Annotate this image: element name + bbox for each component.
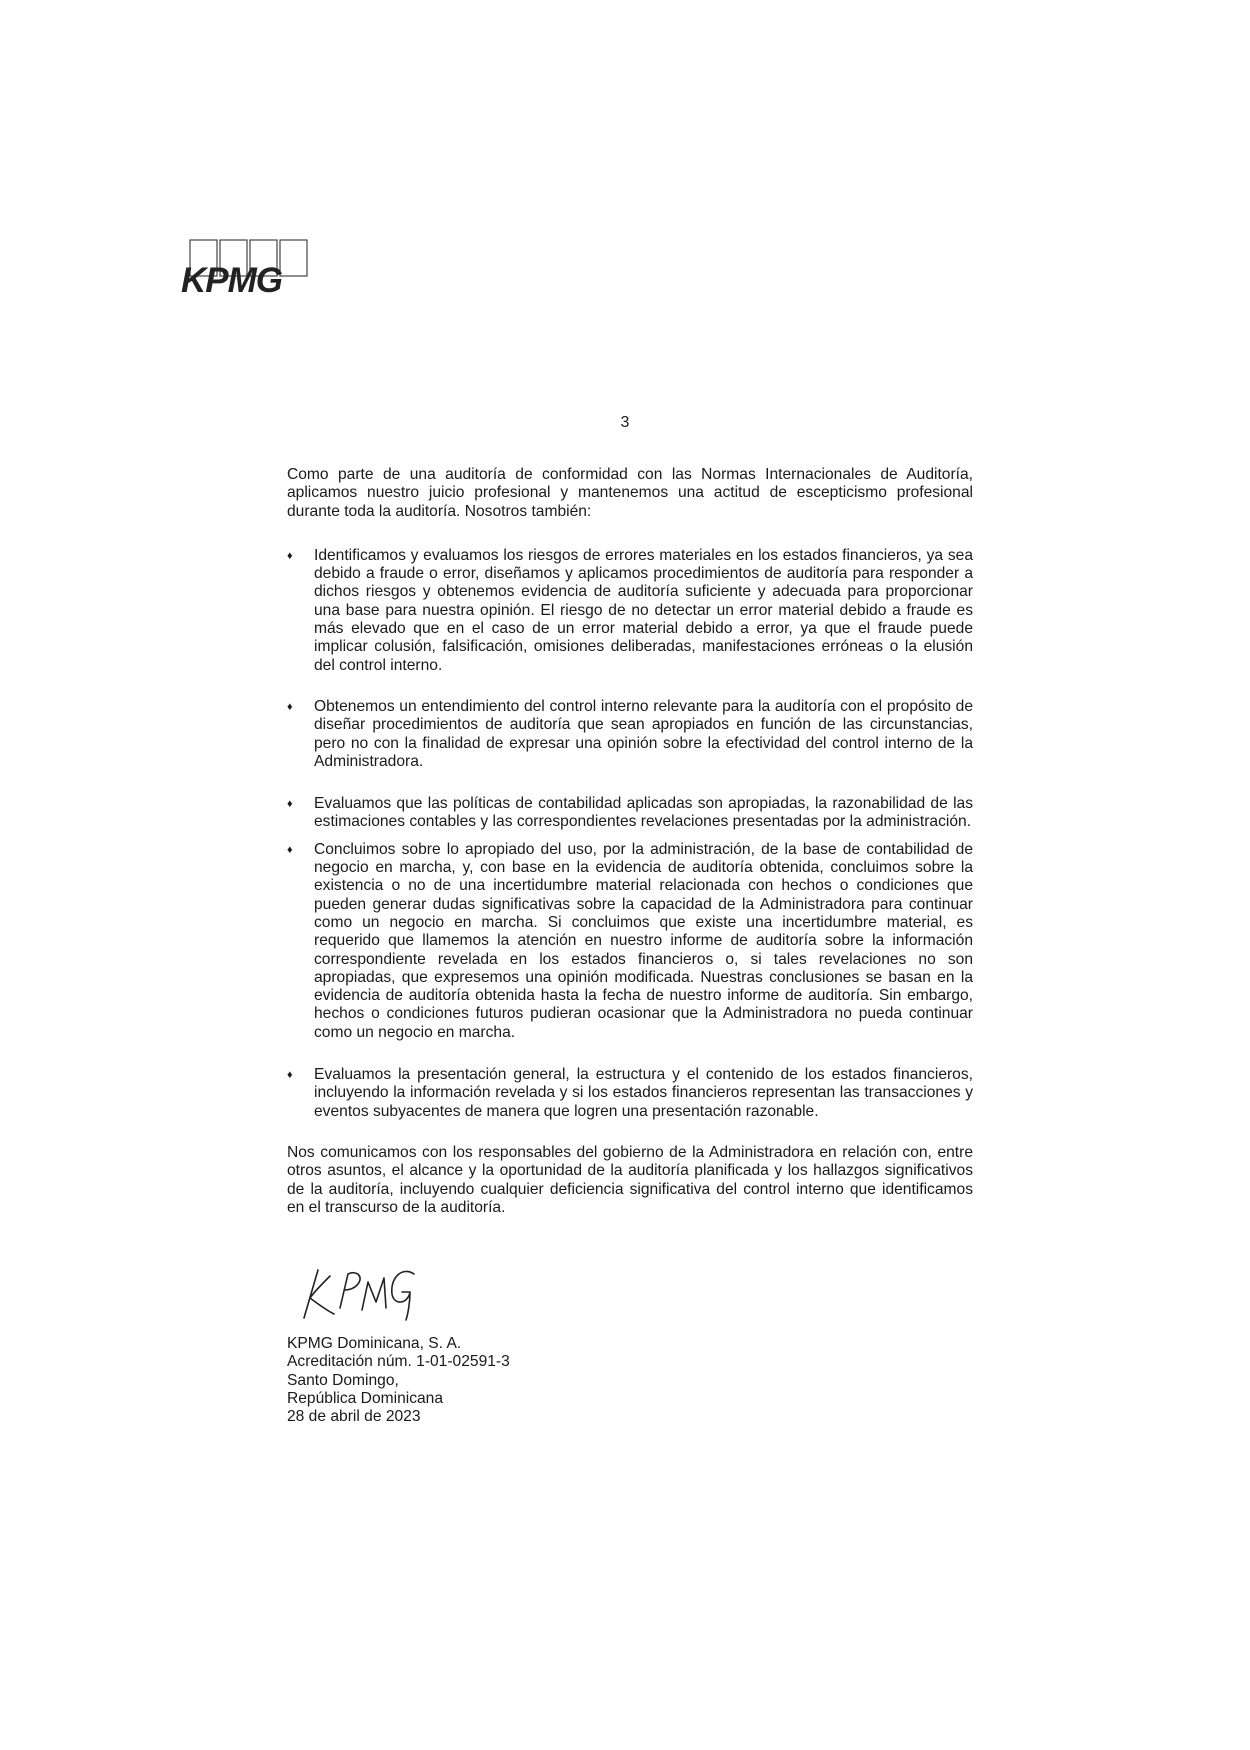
list-item: [287, 841, 973, 1042]
diamond-bullet-icon: ♦: [287, 798, 293, 811]
diamond-bullet-icon: ♦: [287, 1069, 293, 1082]
firm-city: Santo Domingo,: [287, 1371, 399, 1389]
diamond-bullet-icon: ♦: [287, 843, 293, 856]
firm-country: República Dominicana: [287, 1389, 444, 1407]
list-item-text: Identificamos y evaluamos los riesgos de errores materiales en los estados financieros, ya sea debido a fraude o error, diseñamos y aplicamos procedimientos de auditoría para responder a dichos riesgos y obtenemos evidencia de auditoría suficiente y adecuada para proporcionar una base para nuestra opinión. El riesgo de no detectar un error material debido a fraude es más elevado que en el caso de un error material debido a error, ya que el fraude puede implicar colusión, falsificación, omisiones deliberadas, manifestaciones erróneas o la elusión del control interno.: [314, 546, 973, 674]
firm-name: KPMG Dominicana, S. A.: [287, 1335, 462, 1352]
signature-graphic: [296, 1262, 436, 1322]
kpmg-logo-graphic: [180, 238, 315, 298]
page-number: 3: [620, 414, 630, 431]
firm-accreditation: Acreditación núm. 1-01-02591-3: [287, 1353, 510, 1371]
handwritten-signature: [296, 1262, 436, 1322]
list-item-text: Evaluamos que las políticas de contabilidad aplicadas son apropiadas, la razonabilidad de las estimaciones contables y las correspondientes revelaciones presentadas por la administración.: [314, 795, 973, 831]
list-item: [287, 547, 973, 675]
firm-details: [287, 1335, 510, 1426]
list-item: [287, 698, 973, 771]
procedures-list: [287, 547, 973, 1121]
kpmg-logo-text: KPMG: [181, 261, 282, 298]
list-item-text: Evaluamos la presentación general, la estructura y el contenido de los estados financieros, incluyendo la información revelada y si los estados financieros representan las transacciones y eventos subyacentes de manera que logren una presentación razonable.: [314, 1066, 973, 1120]
diamond-bullet-icon: ♦: [287, 700, 293, 713]
kpmg-logo: [180, 238, 315, 298]
report-date: 28 de abril de 2023: [287, 1408, 421, 1426]
list-item: [287, 1066, 973, 1121]
closing-paragraph: Nos comunicamos con los responsables del gobierno de la Administradora en relación con, entre otros asuntos, el alcance y la oportunidad de la auditoría planificada y los hallazgos significativos de la auditoría, incluyendo cualquier deficiencia significativa del control interno que identificamos en el transcurso de la auditoría.: [287, 1143, 973, 1216]
list-item-text: Concluimos sobre lo apropiado del uso, por la administración, de la base de contabilidad de negocio en marcha, y, con base en la evidencia de auditoría obtenida, concluimos sobre la existencia o no de una incertidumbre material relacionada con hechos o condiciones que pueden generar dudas significativas sobre la capacidad de la Administradora para continuar como un negocio en marcha. Si concluimos que existe una incertidumbre material, es requerido que llamemos la atención en nuestro informe de auditoría sobre la información correspondiente revelada en los estados financieros o, si tales revelaciones no son apropiadas, que expresemos una opinión modificada. Nuestras conclusiones se basan en la evidencia de auditoría obtenida hasta la fecha de nuestro informe de auditoría. Sin embargo, hechos o condiciones futuros pudieran ocasionar que la Administradora no pueda continuar como un negocio en marcha.: [314, 840, 973, 1041]
list-item-text: Obtenemos un entendimiento del control interno relevante para la auditoría con el propósito de diseñar procedimientos de auditoría que sean apropiados en función de las circunstancias, pero no con la finalidad de expresar una opinión sobre la efectividad del control interno de la Administradora.: [314, 697, 973, 770]
diamond-bullet-icon: ♦: [287, 549, 293, 562]
intro-paragraph: Como parte de una auditoría de conformidad con las Normas Internacionales de Auditoría, aplicamos nuestro juicio profesional y mantenemos una actitud de escepticismo profesional durante toda la auditoría. Nosotros también:: [287, 466, 973, 520]
report-body: [287, 466, 973, 1217]
list-item: [287, 795, 973, 832]
